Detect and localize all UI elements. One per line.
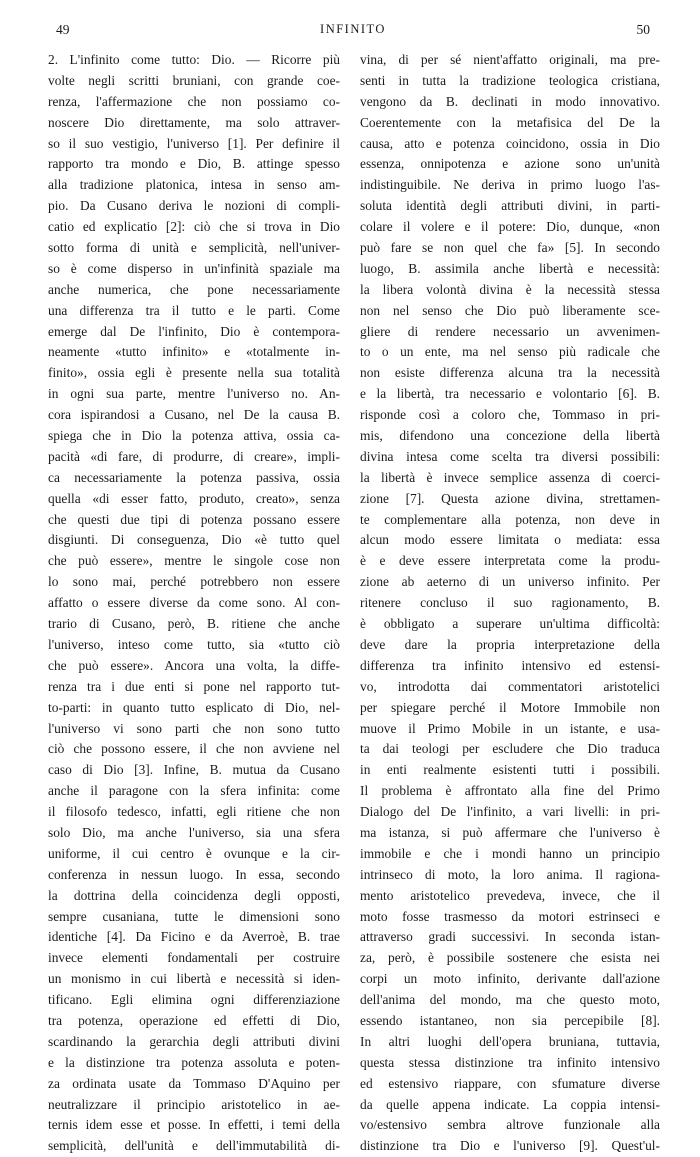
- text-line: te complementare alla potenza, non deve in: [360, 511, 660, 527]
- text-line: corpi un moto infinito, derivante dall'azione: [360, 971, 660, 987]
- text-line: conferenza in nessun luogo. In essa, secondo: [48, 866, 340, 882]
- text-line: to-parti: in quanto tutto esplicato di Dio, nel-: [48, 699, 340, 715]
- text-line: muove il Primo Mobile in un istante, e usa-: [360, 720, 660, 736]
- text-line: anche il paragone con la sfera infinita: come: [48, 783, 340, 799]
- text-line: non esiste differenza alcuna tra la necessità: [360, 365, 660, 381]
- text-line: scardinando la gerarchia degli attributi divini: [48, 1033, 340, 1049]
- text-line: deve dare la propria interpretazione della: [360, 636, 660, 652]
- text-line: può fare se non quel che fa» [5]. In secondo: [360, 240, 660, 256]
- text-line: disgiunti. Di conseguenza, Dio «è tutto quel: [48, 532, 340, 548]
- text-line: e la distinzione tra potenza assoluta e poten-: [48, 1054, 340, 1070]
- text-line: 2. L'infinito come tutto: Dio. — Ricorre più: [48, 52, 340, 67]
- text-line: sotto forma di unità e semplicità, nell'univer-: [48, 240, 340, 256]
- text-line: invece elementi fondamentali per costruire: [48, 950, 340, 966]
- text-line: tificano. Egli elimina ogni differenziazione: [48, 992, 340, 1008]
- text-line: vina, di per sé nient'affatto originali, ma pre-: [360, 52, 660, 67]
- text-line: sempre cusaniana, tutte le dimensioni sono: [48, 908, 340, 924]
- text-line: identiche [4]. Da Ficino e da Averroè, B. trae: [48, 929, 340, 945]
- text-line: so è come disperso in un'infinità spaziale ma: [48, 260, 340, 276]
- text-line: il filosofo tedesco, infatti, egli ritiene che non: [48, 804, 340, 820]
- text-line: vengono da B. declinati in modo innovativo.: [360, 93, 660, 109]
- text-line: renza tra i due enti si pone nel rapporto tut-: [48, 678, 340, 694]
- text-line: attraverso gradi successivi. In seconda istan-: [360, 929, 660, 945]
- right-column: [360, 50, 660, 1157]
- text-line: neamente «tutto infinito» e «totalmente in-: [48, 344, 340, 360]
- text-line: causa, atto e potenza coincidono, ossia in Dio: [360, 135, 660, 151]
- text-line: pio. Da Cusano deriva le nozioni di compli-: [48, 198, 340, 214]
- text-line: una differenza tra il tutto e le parti. Come: [48, 302, 340, 318]
- text-line: za ordinata usate da Tommaso D'Aquino per: [48, 1075, 340, 1091]
- text-line: pacità «di fare, di produrre, di creare», impli-: [48, 448, 340, 464]
- text-line: per spiegare perché il Motore Immobile non: [360, 699, 660, 715]
- text-line: anche numerica, che pone necessariamente: [48, 281, 340, 297]
- text-line: risponde così a coloro che, Tommaso in pri-: [360, 407, 660, 423]
- page-number-left: 49: [56, 22, 70, 37]
- text-line: ca necessariamente la potenza passiva, ossia: [48, 469, 340, 485]
- text-line: immobile e che i mondi hanno un principio: [360, 845, 660, 861]
- text-line: cora ispirandosi a Cusano, nel De la causa B.: [48, 407, 340, 423]
- text-line: è e deve essere interpretata come la produ-: [360, 553, 660, 569]
- text-line: luogo, B. assimila anche libertà e necessità:: [360, 260, 660, 276]
- text-line: in ogni sua parte, mentre l'universo no. An-: [48, 386, 340, 402]
- text-line: finito», ossia egli è presente nella sua totalità: [48, 365, 340, 381]
- text-line: essenza, onnipotenza e azione sono un'unità: [360, 156, 660, 172]
- text-line: indistinguibile. Ne deriva in primo luogo l'as-: [360, 177, 660, 193]
- text-line: Il problema è affrontato alla fine del Primo: [360, 783, 660, 799]
- text-line: differenza tra infinito intensivo ed estensi-: [360, 657, 660, 673]
- text-line: renza, l'affermazione che non possiamo co-: [48, 93, 340, 109]
- text-line: in enti realmente esistenti tutti i possibili.: [360, 762, 660, 778]
- text-line: essendo istantaneo, non sia percepibile [8].: [360, 1012, 660, 1028]
- text-line: ed estensivo riappare, con sfumature diverse: [360, 1075, 660, 1091]
- text-line: tra potenza, operazione ed effetti di Dio,: [48, 1012, 340, 1028]
- text-line: divina intesa come scelta tra diversi possibili:: [360, 448, 660, 464]
- text-line: moto fosse trasmesso da motori estrinseci e: [360, 908, 660, 924]
- text-line: che può essere», mentre le singole cose non: [48, 553, 340, 569]
- text-line: gliere di rendere necessario un avvenimen-: [360, 323, 660, 339]
- text-line: lo sono mai, perché potrebbero non essere: [48, 574, 340, 590]
- text-line: catio ed explicatio [2]: ciò che si trova in Dio: [48, 219, 340, 235]
- text-line: uniforme, il cui centro è ovunque e la cir-: [48, 845, 340, 861]
- text-line: neutralizzare il principio aristotelico in ae-: [48, 1096, 340, 1112]
- text-line: to o un ente, ma nel senso più radicale che: [360, 344, 660, 360]
- text-line: Dialogo del De l'infinito, a vari livelli: in pri-: [360, 804, 660, 820]
- text-line: quella «di esser fatto, produto, creato», senza: [48, 490, 340, 506]
- text-line: ritenere concluso il suo ragionamento, B.: [360, 595, 660, 611]
- text-line: un monismo in cui libertà e necessità si iden-: [48, 971, 340, 987]
- text-line: affatto o essere diverse da come sono. Al con-: [48, 595, 340, 611]
- page-number-right: 50: [636, 22, 650, 37]
- text-line: che questi due tipi di potenza possano essere: [48, 511, 340, 527]
- text-line: spiega che in Dio la potenza attiva, ossia ca-: [48, 428, 340, 444]
- text-line: Coerentemente con la metafisica del De la: [360, 114, 660, 130]
- text-line: distinzione tra Dio e l'universo [9]. Quest'ul-: [360, 1138, 660, 1154]
- text-line: la dottrina della coincidenza degli opposti,: [48, 887, 340, 903]
- text-line: ciò che possono essere, il che non avviene nel: [48, 741, 340, 757]
- running-head: INFINITO: [320, 22, 386, 36]
- text-line: zione ab aeterno di un universo infinito. Per: [360, 574, 660, 590]
- text-line: alla tradizione platonica, intesa in senso am-: [48, 177, 340, 193]
- text-line: mento aristotelico prevedeva, invece, che il: [360, 887, 660, 903]
- left-column: [48, 50, 340, 1157]
- text-line: da quelle appena indicate. La coppia intensi-: [360, 1096, 660, 1112]
- text-line: dell'anima del mondo, ma che questo moto,: [360, 992, 660, 1008]
- text-line: e la libertà, tra necessario e volontario [6]. B.: [360, 386, 660, 402]
- page-header: [56, 22, 650, 42]
- text-line: senti in tutta la tradizione teologica cristiana,: [360, 72, 660, 88]
- text-line: ma istanza, si può affermare che l'universo è: [360, 824, 660, 840]
- text-line: zione [7]. Questa azione divina, strettamen-: [360, 490, 660, 506]
- text-line: la libera volontà divina è la necessità stessa: [360, 281, 660, 297]
- text-line: trario di Cusano, però, B. ritiene che anche: [48, 616, 340, 632]
- text-line: ternis idem esse et posse. In effetti, i temi della: [48, 1117, 340, 1133]
- text-line: l'universo vi sono parti che non sono tutto: [48, 720, 340, 736]
- text-line: noscere Dio direttamente, ma solo attraver-: [48, 114, 340, 130]
- text-line: solo Dio, ma anche l'universo, sia una sfera: [48, 824, 340, 840]
- text-line: semplicità, dell'unità e dell'immutabilità di-: [48, 1138, 340, 1154]
- text-line: non nel senso che Dio può liberamente sce-: [360, 302, 660, 318]
- text-line: za, però, è possibile sostenere che esista nei: [360, 950, 660, 966]
- text-line: questa stessa distinzione tra infinito intensivo: [360, 1054, 660, 1070]
- text-line: so il suo vestigio, l'universo [1]. Per definire il: [48, 135, 340, 151]
- text-line: è obbligato a superare un'ultima difficoltà:: [360, 616, 660, 632]
- text-line: vo, introdotta dai commentatori aristotelici: [360, 678, 660, 694]
- text-line: In altri luoghi dell'opera bruniana, tuttavia,: [360, 1033, 660, 1049]
- text-line: rapporto tra mondo e Dio, B. attinge spesso: [48, 156, 340, 172]
- text-line: alcun modo essere limitata o mediata: essa: [360, 532, 660, 548]
- text-line: che può essere». Ancora una volta, la diffe-: [48, 657, 340, 673]
- text-line: caso di Dio [3]. Infine, B. mutua da Cusano: [48, 762, 340, 778]
- text-line: volte negli scritti bruniani, con grande coe-: [48, 72, 340, 88]
- text-line: mis, difendono una concezione della libertà: [360, 428, 660, 444]
- text-line: emerge dal De l'infinito, Dio è contempora-: [48, 323, 340, 339]
- text-line: ta dai teologi per escludere che Dio traduca: [360, 741, 660, 757]
- text-line: intrinseco di moto, la loro anima. Il ragiona-: [360, 866, 660, 882]
- text-line: la libertà è invece semplice assenza di coerci-: [360, 469, 660, 485]
- text-line: soluta identità degli attributi divini, in parti-: [360, 198, 660, 214]
- text-line: l'universo, inteso come tutto, sia «tutto ciò: [48, 636, 340, 652]
- text-line: vo/estensivo sembra altrove funzionale alla: [360, 1117, 660, 1133]
- text-line: colare il volere e il potere: Dio, dunque, «non: [360, 219, 660, 235]
